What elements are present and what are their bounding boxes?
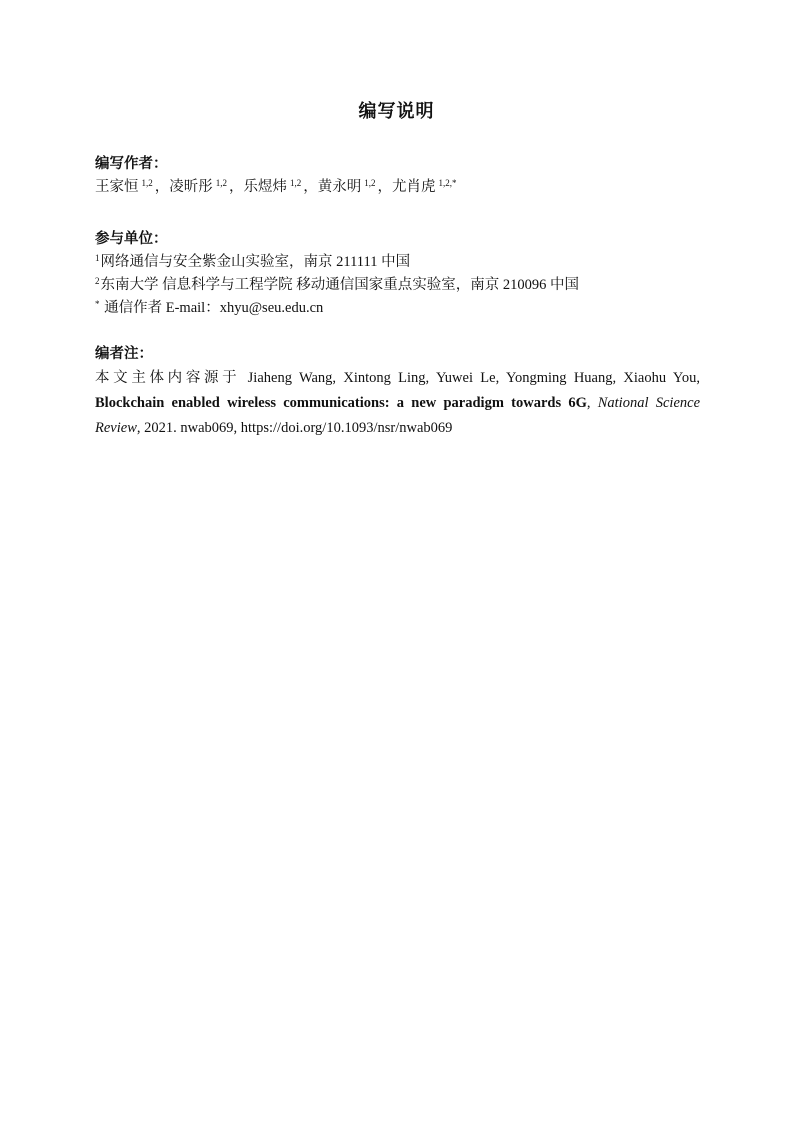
authors-heading: 编写作者：	[95, 156, 168, 172]
affiliation-line	[95, 251, 700, 274]
author-affiliation-sup: 1,2	[364, 178, 376, 188]
author-affiliation-sup: 1,2,*	[438, 178, 457, 188]
note-separator: ,	[586, 395, 598, 411]
author-name: 黄永明	[317, 179, 362, 195]
affiliation-mark: 2	[95, 276, 100, 286]
author-separator: ，	[303, 179, 318, 195]
author-name: 凌昕彤	[169, 179, 213, 195]
article-title: Blockchain enabled wireless communications: a new paradigm towards 6G	[95, 395, 587, 411]
authors-section	[95, 153, 700, 199]
author-affiliation-sup: 1,2	[215, 178, 227, 188]
author-affiliation-sup: 1,2	[141, 178, 153, 188]
editor-note-text	[95, 366, 700, 441]
author-separator: ，	[154, 179, 170, 195]
affiliation-text: 网络通信与安全紫金山实验室，南京 211111 中国	[100, 254, 411, 270]
citation-details: , 2021. nwab069, https://doi.org/10.1093/nsr/nwab069	[136, 420, 453, 436]
corresponding-author-text: 通信作者 E-mail：xhyu@seu.edu.cn	[100, 300, 324, 316]
author-name: 尤肖虎	[392, 179, 436, 195]
author-separator: ，	[229, 179, 244, 195]
journal-name: National Science Review	[95, 395, 701, 436]
author-name: 王家恒	[95, 179, 139, 195]
affiliation-line	[95, 297, 700, 320]
page-title: 编写说明	[358, 101, 435, 121]
authors-line	[95, 176, 700, 199]
affiliation-line	[95, 274, 700, 297]
editor-note-section	[95, 343, 700, 441]
affiliations-section	[95, 228, 700, 320]
note-source-prefix: 本文主体内容源于 Jiaheng Wang, Xintong Ling, Yuwei Le, Yongming Huang, Xiaohu You,	[95, 370, 700, 386]
affiliations-heading: 参与单位：	[95, 231, 168, 247]
affiliation-mark: 1	[95, 253, 100, 263]
affiliation-text: 东南大学 信息科学与工程学院 移动通信国家重点实验室，南京 210096 中国	[100, 277, 579, 293]
affiliation-mark: *	[95, 299, 100, 309]
author-separator: ，	[377, 179, 392, 195]
author-affiliation-sup: 1,2	[290, 178, 302, 188]
editor-note-heading: 编者注：	[95, 346, 153, 362]
author-name: 乐煜炜	[243, 179, 287, 195]
